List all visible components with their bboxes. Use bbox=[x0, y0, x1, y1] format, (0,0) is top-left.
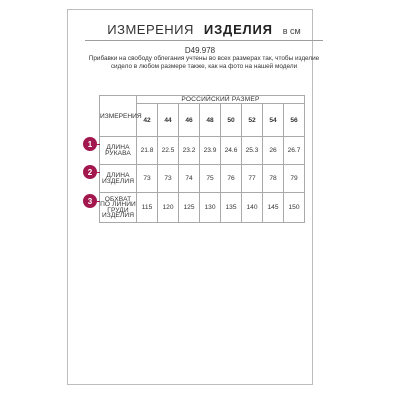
header-divider bbox=[85, 40, 323, 41]
table-row bbox=[100, 165, 305, 193]
measurement-badge-1: 1 bbox=[83, 137, 97, 151]
cell-value: 73 bbox=[137, 165, 158, 193]
size-header: 50 bbox=[221, 104, 242, 137]
cell-value: 24.6 bbox=[221, 137, 242, 165]
cell-value: 145 bbox=[263, 193, 284, 223]
cell-value: 125 bbox=[179, 193, 200, 223]
row-label-sleeve-length: ДЛИНА РУКАВА bbox=[100, 137, 137, 165]
row-label-chest-girth: ОБХВАТ ПО ЛИНИИ ГРУДИ ИЗДЕЛИЯ bbox=[100, 193, 137, 223]
measurement-badge-3: 3 bbox=[83, 194, 97, 208]
cell-value: 79 bbox=[284, 165, 305, 193]
row-label-garment-length: ДЛИНА ИЗДЕЛИЯ bbox=[100, 165, 137, 193]
cell-value: 75 bbox=[200, 165, 221, 193]
cell-value: 73 bbox=[158, 165, 179, 193]
size-group-label: РОССИЙСКИЙ РАЗМЕР bbox=[137, 96, 305, 104]
size-header: 42 bbox=[137, 104, 158, 137]
product-code: D49.978 bbox=[184, 46, 216, 55]
size-header: 48 bbox=[200, 104, 221, 137]
cell-value: 76 bbox=[221, 165, 242, 193]
cell-value: 130 bbox=[200, 193, 221, 223]
cell-value: 22.5 bbox=[158, 137, 179, 165]
header-title-bold: ИЗДЕЛИЯ bbox=[203, 21, 273, 37]
measurement-badge-2: 2 bbox=[83, 165, 97, 179]
cell-value: 23.2 bbox=[179, 137, 200, 165]
cell-value: 115 bbox=[137, 193, 158, 223]
size-header: 46 bbox=[179, 104, 200, 137]
cell-value: 120 bbox=[158, 193, 179, 223]
cell-value: 25.3 bbox=[242, 137, 263, 165]
cell-value: 77 bbox=[242, 165, 263, 193]
header-unit: в см bbox=[282, 25, 301, 36]
cell-value: 78 bbox=[263, 165, 284, 193]
cell-value: 26.7 bbox=[284, 137, 305, 165]
cell-value: 150 bbox=[284, 193, 305, 223]
cell-value: 140 bbox=[242, 193, 263, 223]
table-corner-label: ИЗМЕРЕНИЯ bbox=[100, 96, 137, 137]
fit-note: Прибавки на свободу облегания учтены во всех размерах так, чтобы изделие сидело в любом размере также, как на фото на нашей модели bbox=[88, 55, 320, 70]
table-row bbox=[100, 137, 305, 165]
table-row bbox=[100, 193, 305, 223]
cell-value: 23.9 bbox=[200, 137, 221, 165]
cell-value: 21.8 bbox=[137, 137, 158, 165]
size-header: 54 bbox=[263, 104, 284, 137]
measurement-table bbox=[99, 95, 305, 223]
size-header: 52 bbox=[242, 104, 263, 137]
size-header: 56 bbox=[284, 104, 305, 137]
cell-value: 26 bbox=[263, 137, 284, 165]
cell-value: 74 bbox=[179, 165, 200, 193]
cell-value: 135 bbox=[221, 193, 242, 223]
header-title-light: ИЗМЕРЕНИЯ bbox=[107, 21, 194, 37]
chart-header bbox=[85, 18, 323, 40]
size-header: 44 bbox=[158, 104, 179, 137]
